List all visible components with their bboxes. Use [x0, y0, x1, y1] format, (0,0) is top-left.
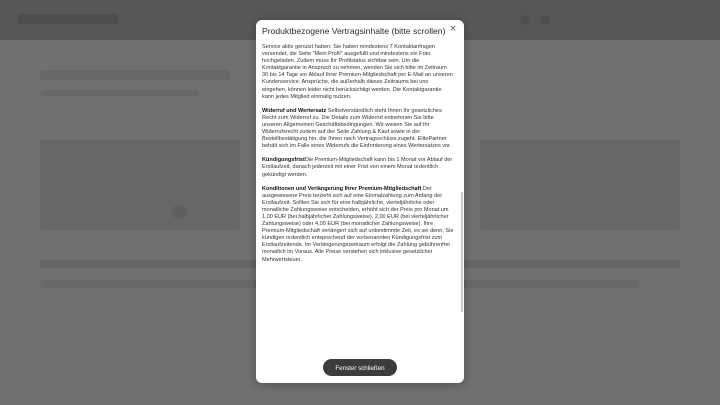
paragraph-kontaktgarantie [262, 44, 454, 101]
paragraph-kuendigungsfrist [262, 157, 454, 178]
paragraph-text: Die Premium-Mitgliedschaft kann bis 1 Monat vor Ablauf der Erstlaufzeit, danach jederzeit mit einer Frist von einem Monat ordentlich gekündigt werden. [262, 157, 453, 178]
paragraph-konditionen [262, 186, 454, 264]
background-text-line [40, 70, 230, 80]
paragraph-text: Selbstverständlich steht Ihnen Ihr gesetzliches Recht zum Widerruf zu. Die Details zum Widerruf entnehmen Sie bitte unseren Allgemeinen Geschäftsbedingungen. Wir weisen Sie auf Ihr Widerrufsrecht zudem auf der Seite Zahlung & Kauf sowie in der Bestellbestätigung hin, die Ihnen nach Vertragsschluss zugeht. ElitePartner behält sich im Falle eines Widerrufs die Einforderung eines Wertersatzes vor. [262, 107, 452, 150]
background-nav-icon [540, 15, 550, 25]
contract-terms-modal [256, 20, 464, 383]
background-text-line [40, 90, 200, 96]
close-window-button[interactable]: Fenster schließen [323, 359, 397, 376]
paragraph-text: Service aktiv genutzt haben: Sie haben mindestens 7 Kontaktanfragen versendet, die Seite "Mein Profil" ausgefüllt und mindestens ein Foto hochgeladen. Zudem muss Ihr Profilstatus sichtbar sein. Um die Kontaktgarantie in Anspruch zu nehmen, wenden Sie sich bitte im Zeitraum 30 bis 14 Tage vor Ablauf Ihrer Premium-Mitgliedschaft per E-Mail an unseren Kundenservice. Ansprüche, die außerhalb dieses Zeitraums bei uns eingehen, können leider nicht berücksichtigt werden. Die Kontaktgarantie kann jedes Mitglied einmalig nutzen. [262, 44, 453, 100]
modal-title: Produktbezogene Vertragsinhalte (bitte scrollen) [262, 26, 446, 36]
scrollbar-thumb[interactable] [461, 192, 463, 312]
paragraph-heading: Kündigungsfrist [262, 157, 305, 164]
paragraph-widerruf [262, 108, 454, 151]
background-radio [172, 205, 186, 219]
paragraph-heading: Widerruf und Wertersatz [262, 107, 327, 114]
background-nav-icon [520, 15, 530, 25]
background-logo [18, 14, 118, 24]
paragraph-heading: Konditionen und Verlängerung Ihrer Premium-Mitgliedschaft [262, 185, 422, 192]
modal-scroll-content[interactable] [262, 44, 454, 359]
close-icon[interactable]: × [449, 24, 457, 34]
modal-header [256, 20, 464, 42]
background-card [480, 140, 680, 230]
background-card [40, 140, 240, 230]
paragraph-text: Der ausgewiesene Preis bezieht sich auf eine Einmalzahlung zum Anfang der Erstlaufzeit. Sollten Sie sich für eine halbjährliche, vierteljährliche oder monatliche Zahlungsweise entscheiden, erhöht sich der Preis pro Monat um 1,00 EUR (bei halbjährlicher Zahlungsweise), 2,00 EUR (bei vierteljährlicher Zahlungsweise) oder 4,00 EUR (bei monatlicher Zahlungsweise). Ihre Premium-Mitgliedschaft verlängert sich auf unbestimmte Zeit, es sei denn, Sie kündigen ordentlich entsprechend der vorbenannten Kündigungsfrist zum Erstlaufzeitende. Im Verlängerungszeitraum erfolgt die Zahlung gebührenfrei monatlich im Voraus. Alle Preise verstehen sich inklusive gesetzlicher Mehrwertsteuer. [262, 185, 454, 263]
